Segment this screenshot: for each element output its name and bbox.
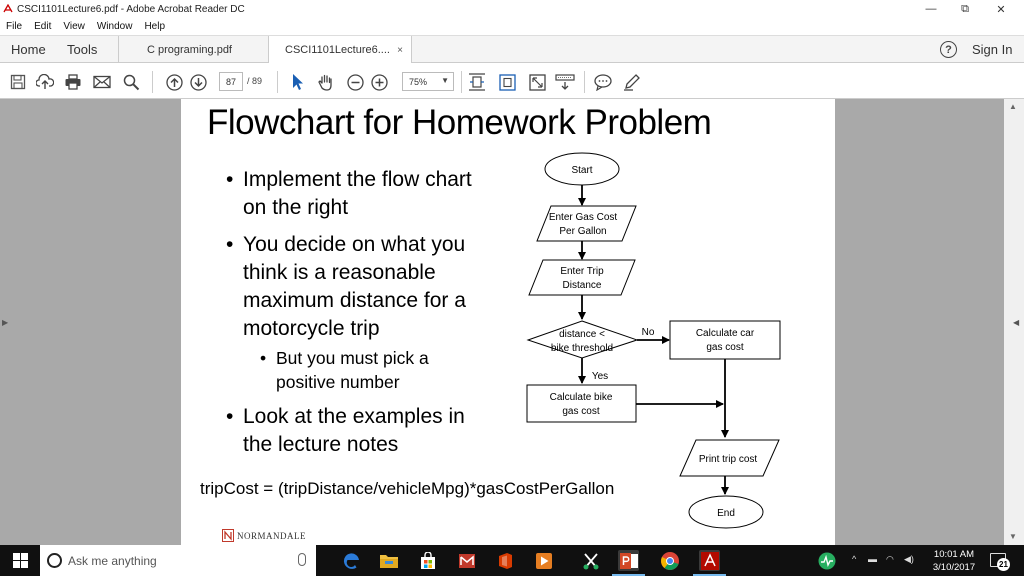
page-total: / 89 <box>247 76 263 86</box>
zoom-out-icon[interactable] <box>345 72 365 92</box>
cortana-search-box[interactable] <box>40 545 316 576</box>
fit-width-icon[interactable] <box>467 72 487 92</box>
flowchart-input-trip-label: Distance <box>562 280 602 291</box>
tools-tab[interactable]: Tools <box>67 42 98 57</box>
document-viewport[interactable] <box>0 99 1024 545</box>
acrobat-app-icon <box>3 4 13 14</box>
minimize-button[interactable]: — <box>925 3 937 15</box>
close-window-button[interactable]: ✕ <box>996 3 1006 16</box>
network-status-icon[interactable] <box>816 550 837 571</box>
restore-button[interactable]: ⧉ <box>961 2 969 15</box>
help-icon[interactable]: ? <box>940 41 957 58</box>
toolbar-separator <box>461 71 462 93</box>
chevron-down-icon: ▼ <box>441 76 449 85</box>
clock-date: 3/10/2017 <box>932 562 976 573</box>
left-panel-toggle-icon[interactable]: ▶ <box>2 318 9 327</box>
scroll-down-icon[interactable]: ▼ <box>1009 532 1017 541</box>
bullet-dot-icon: • <box>226 405 234 428</box>
snipping-tool-icon[interactable] <box>580 550 601 571</box>
mail-icon[interactable] <box>456 550 477 571</box>
zoom-in-icon[interactable] <box>369 72 389 92</box>
fullscreen-icon[interactable] <box>527 72 547 92</box>
page-number-input[interactable]: 87 <box>219 72 243 91</box>
upload-icon[interactable] <box>35 72 55 92</box>
menu-file[interactable]: File <box>6 21 23 32</box>
bullet-line: Implement the flow chart <box>243 168 472 191</box>
window-title: CSCI1101Lecture6.pdf - Adobe Acrobat Reader DC <box>17 3 245 15</box>
scroll-mode-icon[interactable] <box>555 72 575 92</box>
flowchart-calc-car-label: gas cost <box>706 342 744 353</box>
bullet-line: Look at the examples in <box>243 405 465 428</box>
pdf-page <box>181 99 835 545</box>
notification-count: 21 <box>997 558 1010 571</box>
bullet-line: You decide on what you <box>243 233 466 256</box>
right-panel-toggle-icon[interactable]: ◀ <box>1013 318 1020 327</box>
media-player-icon[interactable] <box>533 550 554 571</box>
home-tab[interactable]: Home <box>11 42 46 57</box>
volume-icon[interactable]: ◀) <box>904 554 914 564</box>
print-icon[interactable] <box>63 72 83 92</box>
logo-text: NORMANDALE <box>237 530 306 541</box>
flowchart-calc-bike-label: Calculate bike <box>549 392 613 403</box>
flowchart-decision-label: distance < <box>559 329 605 340</box>
wifi-icon[interactable]: ◠ <box>886 554 894 564</box>
show-hidden-icons-icon[interactable]: ^ <box>852 554 857 564</box>
menu-window[interactable]: Window <box>96 21 133 32</box>
close-tab-icon[interactable]: × <box>397 44 403 56</box>
next-page-icon[interactable] <box>188 72 208 92</box>
bullet-line: motorcycle trip <box>243 317 380 340</box>
fit-page-icon[interactable] <box>497 72 517 92</box>
flowchart-calc-car-label: Calculate car <box>695 328 755 339</box>
highlight-pen-icon[interactable] <box>622 72 642 92</box>
powerpoint-icon[interactable] <box>618 550 639 571</box>
flowchart-yes-label: Yes <box>591 371 609 382</box>
cortana-icon <box>47 553 62 568</box>
search-placeholder: Ask me anything <box>68 553 157 568</box>
toolbar-separator <box>152 71 153 93</box>
flowchart-input-trip-label: Enter Trip <box>560 266 604 277</box>
bullet-dot-icon: • <box>226 168 234 191</box>
bullet-line: on the right <box>243 196 349 219</box>
save-icon[interactable] <box>8 72 28 92</box>
menu-help[interactable]: Help <box>144 21 166 32</box>
flowchart-end-label: End <box>717 508 735 519</box>
document-tab-lecture6[interactable] <box>268 36 412 64</box>
bullet-line: think is a reasonable <box>243 261 436 284</box>
toolbar-separator <box>584 71 585 93</box>
scroll-up-icon[interactable]: ▲ <box>1009 102 1017 111</box>
hand-icon[interactable] <box>316 72 336 92</box>
battery-icon[interactable]: ▬ <box>868 554 877 564</box>
email-icon[interactable] <box>92 72 112 92</box>
menu-bar <box>0 18 1024 35</box>
flowchart-calc-bike-label: gas cost <box>562 406 600 417</box>
search-icon[interactable] <box>121 72 141 92</box>
document-tab-label: C programing.pdf <box>147 43 232 56</box>
tab-bar <box>0 35 1024 63</box>
document-tab-label: CSCI1101Lecture6.... <box>285 44 390 56</box>
microphone-icon[interactable] <box>298 553 306 566</box>
bullet-dot-icon: • <box>226 233 234 256</box>
bullet-line: maximum distance for a <box>243 289 466 312</box>
flowchart-input-gas-label: Per Gallon <box>559 226 607 237</box>
flowchart-decision-label: bike threshold <box>550 343 614 354</box>
start-button[interactable] <box>0 545 40 576</box>
title-bar <box>0 0 1024 18</box>
toolbar <box>0 63 1024 99</box>
file-explorer-icon[interactable] <box>378 550 399 571</box>
flowchart-diagram <box>181 99 835 545</box>
system-clock[interactable] <box>928 548 980 574</box>
trip-cost-formula: tripCost = (tripDistance/vehicleMpg)*gasCostPerGallon <box>200 479 615 498</box>
edge-icon[interactable] <box>340 550 361 571</box>
store-icon[interactable] <box>417 550 438 571</box>
windows-logo-icon <box>13 553 28 568</box>
chrome-icon[interactable] <box>659 550 680 571</box>
zoom-select[interactable] <box>402 72 454 91</box>
slide-title: Flowchart for Homework Problem <box>207 103 712 142</box>
flowchart-print-label: Print trip cost <box>698 454 758 465</box>
windows-taskbar <box>0 545 1024 576</box>
bullet-line: the lecture notes <box>243 433 399 456</box>
flowchart-input-gas-label: Enter Gas Cost <box>548 212 618 223</box>
bullet-dot-icon: • <box>260 348 267 368</box>
comment-icon[interactable] <box>593 72 613 92</box>
sign-in-link[interactable]: Sign In <box>972 42 1013 57</box>
flowchart-no-label: No <box>641 327 655 338</box>
flowchart-calc-car-node <box>670 321 780 359</box>
menu-edit[interactable]: Edit <box>34 21 52 32</box>
clock-time: 10:01 AM <box>933 549 975 560</box>
document-tab-c-programing[interactable] <box>118 36 268 63</box>
flowchart-start-label: Start <box>571 165 593 176</box>
zoom-value: 75% <box>409 76 428 87</box>
acrobat-icon[interactable] <box>699 550 720 571</box>
toolbar-separator <box>277 71 278 93</box>
menu-view[interactable]: View <box>63 21 85 32</box>
select-arrow-icon[interactable] <box>287 72 307 92</box>
bullet-line: But you must pick a <box>276 348 429 368</box>
bullet-line: positive number <box>276 372 400 392</box>
prev-page-icon[interactable] <box>164 72 184 92</box>
office-icon[interactable] <box>494 550 515 571</box>
